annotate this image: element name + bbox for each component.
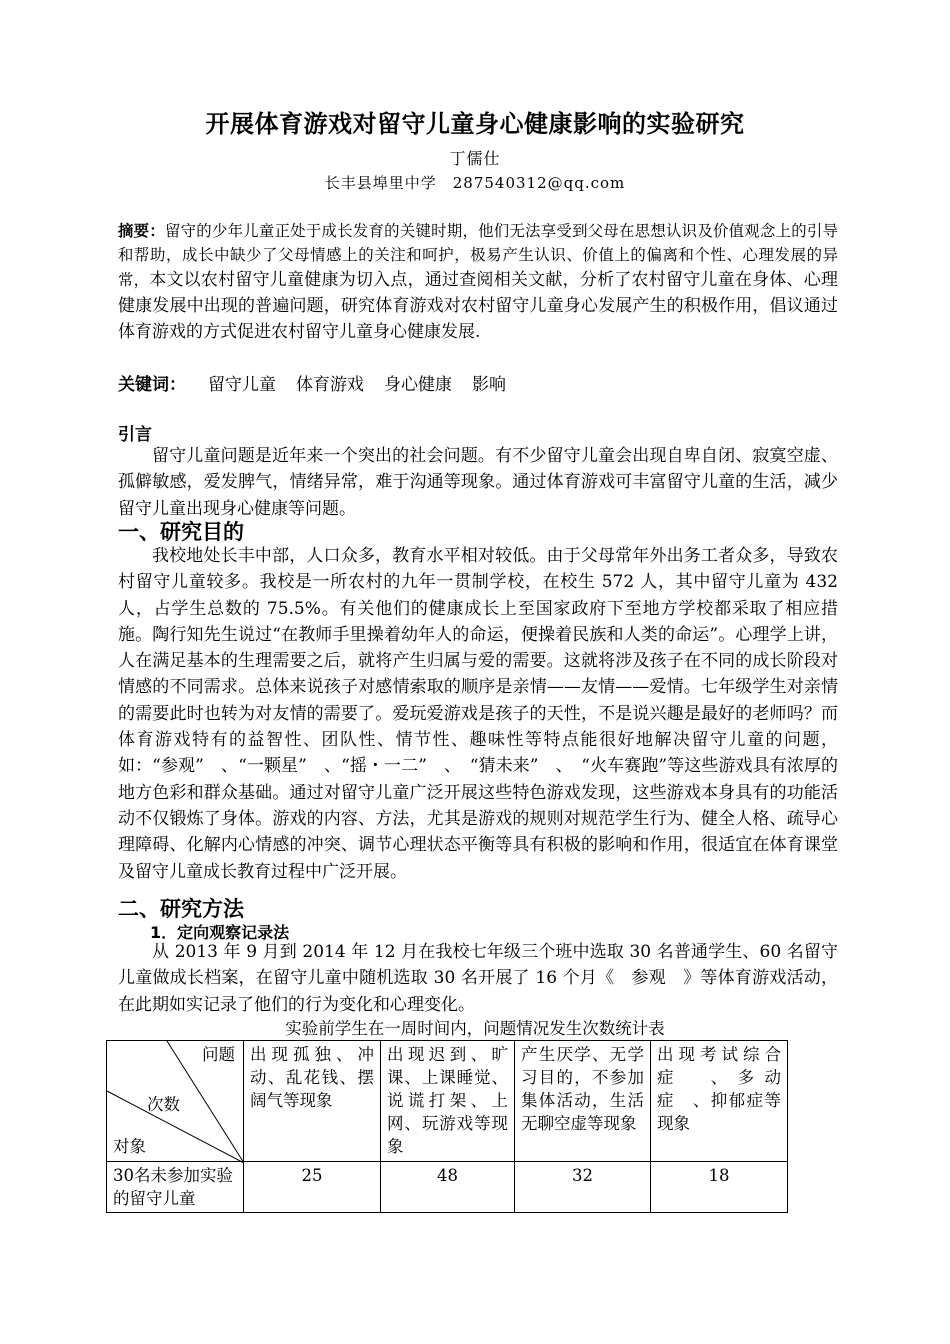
row-label: 30名未参加实验的留守儿童	[107, 1162, 244, 1213]
abstract-text-part1: 留守的少年儿童正处于成长发育的关键时期，他们无法享受到父母在思想认识及价值观念上的引导和帮助，成长中缺少了父母情感上的关注和呵护，极易产生认识、价值上的偏离和个性、心理发展的异常，	[118, 222, 838, 289]
keyword-item: 留守儿童	[208, 375, 276, 395]
section2-sub1-paragraph: 从 2013 年 9 月到 2014 年 12 月在我校七年级三个班中选取 30 名普通学生、60 名留守儿童做成长档案，在留守儿童中随机选取 30 名开展了 16 个月《 参观 》等体育游戏活动，在此期如实记录了他们的行为变化和心理变化。	[118, 942, 838, 1015]
table-caption: 实验前学生在一周时间内，问题情况发生次数统计表	[285, 1019, 665, 1038]
keyword-item: 身心健康	[384, 375, 452, 395]
table-header-row	[107, 1041, 788, 1162]
column-header: 出现考试综合症 、多动症 、抑郁症等现象	[651, 1041, 788, 1162]
table-cell: 18	[651, 1162, 788, 1213]
intro-paragraph: 留守儿童问题是近年来一个突出的社会问题。有不少留守儿童会出现自卑自闭、寂寞空虚、孤僻敏感，爱发脾气，情绪异常，难于沟通等现象。通过体育游戏可丰富留守儿童的生活，减少留守儿童出现身心健康等问题。	[118, 446, 838, 519]
diag-label-problem: 问题	[202, 1045, 235, 1064]
author-affiliation: 长丰县埠里中学 287540312@qq.com	[324, 174, 626, 192]
paper-title: 开展体育游戏对留守儿童身心健康影响的实验研究	[205, 110, 745, 138]
column-header: 产生厌学、无学习目的，不参加集体活动，生活无聊空虚等现象	[515, 1041, 651, 1162]
keywords	[118, 370, 506, 395]
author-name: 丁儒仕	[449, 149, 501, 168]
keywords-label: 关键词：	[118, 375, 186, 395]
section2-sub1-heading: 1．定向观察记录法	[150, 923, 290, 942]
diag-label-subject: 对象	[113, 1137, 146, 1156]
abstract	[118, 219, 838, 345]
section1-paragraph: 我校地处长丰中部，人口众多，教育水平相对较低。由于父母常年外出务工者众多，导致农村留守儿童较多。我校是一所农村的九年一贯制学校，在校生 572 人，其中留守儿童为 432 人，占学生总数的 75.5%。有关他们的健康成长上至国家政府下至地方学校都采取了相应措施。陶行知先生说过“在教师手里操着幼年人的命运，便操着民族和人类的命运”。心理学上讲，人在满足基本的生理需要之后，就将产生归属与爱的需要。这就将涉及孩子在不同的成长阶段对情感的不同需求。总体来说孩子对感情索取的顺序是亲情——友情——爱情。七年级学生对亲情的需要此时也转为对友情的需要了。爱玩爱游戏是孩子的天性，不是说兴趣是最好的老师吗？而体育游戏特有的益智性、团队性、情节性、趣味性等特点能很好地解决留守儿童的问题，如：“参观” 、“一颗星” 、“摇・一二” 、 “猜未来” 、 “火车赛跑”等这些游戏具有浓厚的地方色彩和群众基础。通过对留守儿童广泛开展这些特色游戏发现，这些游戏本身具有的功能活动不仅锻炼了身体。游戏的内容、方法，尤其是游戏的规则对规范学生行为、健全人格、疏导心理障碍、化解内心情感的冲突、调节心理状态平衡等具有积极的影响和作用，很适宜在体育课堂及留守儿童成长教育过程中广泛开展。	[118, 546, 838, 882]
intro-heading: 引言	[118, 425, 152, 445]
abstract-label: 摘要：	[118, 222, 165, 240]
abstract-text-part2: 本文以农村留守儿童健康为切入点，通过查阅相关文献，分析了农村留守儿童在身体、心理健康发展中出现的普遍问题，研究体育游戏对农村留守儿童身心发展产生的积极作用，倡议通过体育游戏的方式促进农村留守儿童身心健康发展.	[118, 270, 838, 342]
table-row	[107, 1162, 788, 1213]
table-cell: 32	[515, 1162, 651, 1213]
diagonal-header-cell	[107, 1041, 244, 1162]
diag-label-count: 次数	[147, 1095, 180, 1114]
table-cell: 48	[381, 1162, 515, 1213]
section1-heading: 一、研究目的	[118, 520, 244, 544]
keyword-item: 影响	[472, 375, 506, 395]
section2-heading: 二、研究方法	[118, 897, 244, 921]
statistics-table	[106, 1040, 788, 1213]
table-cell: 25	[244, 1162, 381, 1213]
column-header: 出现迟到、旷课、上课睡觉、说谎打架、上网、玩游戏等现象	[381, 1041, 515, 1162]
keyword-item: 体育游戏	[296, 375, 364, 395]
column-header: 出现孤独、冲动、乱花钱、摆阔气等现象	[244, 1041, 381, 1162]
